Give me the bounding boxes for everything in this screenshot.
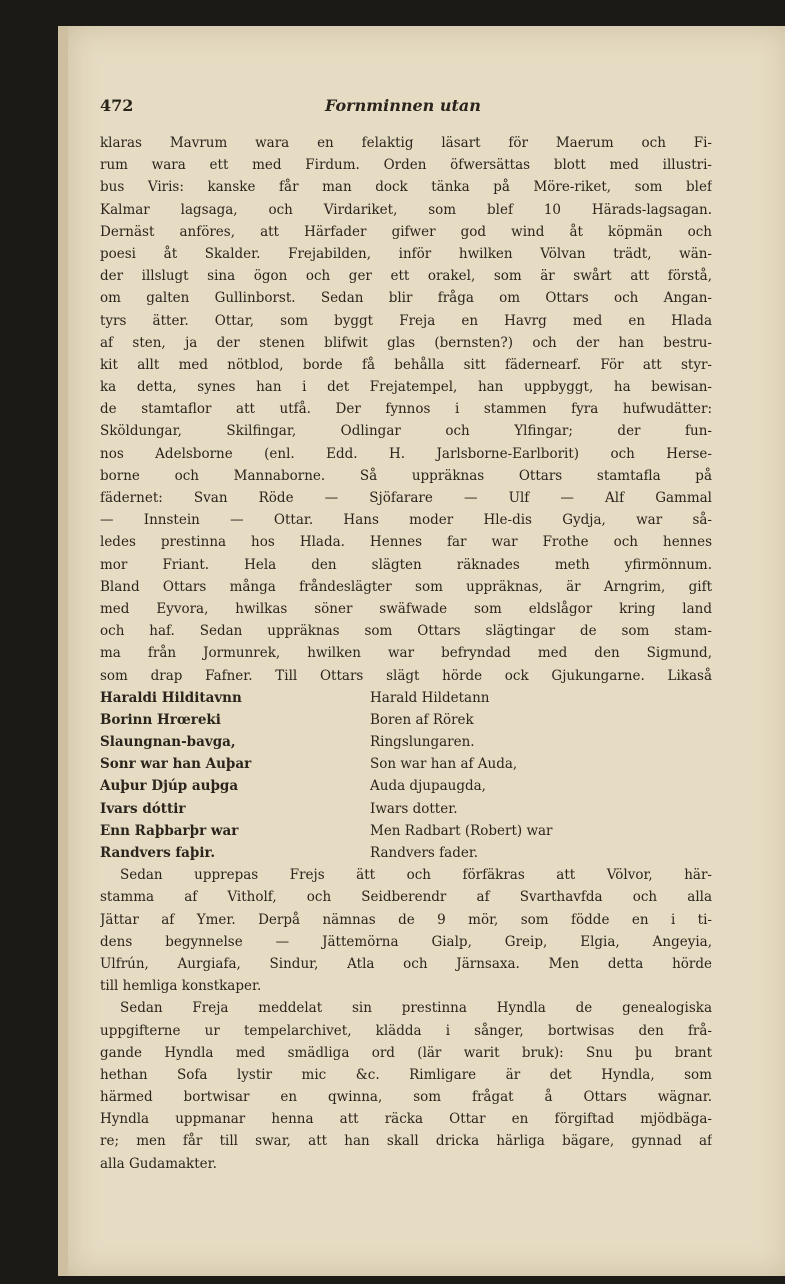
verse-old-norse: Haraldi Hilditavnn	[100, 689, 242, 706]
verse-old-norse: Auþur Djúp auþga	[100, 778, 239, 795]
verse-swedish: Randvers fader.	[370, 845, 479, 861]
verse-line	[100, 798, 712, 820]
text-line: rum wara ett med Firdum. Orden öfwersättas blott med illustri-	[100, 157, 712, 174]
text-line: om galten Gullinborst. Sedan blir fråga om Ottars och Angan-	[100, 290, 712, 307]
text-line: Sedan Freja meddelat sin prestinna Hyndla de genealogiska	[120, 1000, 712, 1017]
text-line: alla Gudamakter.	[100, 1155, 217, 1172]
text-line: fädernet: Svan Röde — Sjöfarare — Ulf — Alf Gammal	[100, 490, 712, 506]
page-number: 472	[100, 96, 134, 115]
text-line: de stamtaflor att utfå. Der fynnos i stammen fyra hufwudätter:	[100, 401, 712, 418]
text-line: stamma af Vitholf, och Seidberendr af Svarthavfda och alla	[100, 889, 712, 906]
text-line: bus Viris: kanske får man dock tänka på Möre-riket, som blef	[100, 179, 712, 196]
verse-old-norse: Ivars dóttir	[100, 800, 186, 817]
text-line: borne och Mannaborne. Så uppräknas Ottars stamtafla på	[100, 467, 712, 484]
text-line: klaras Mavrum wara en felaktig läsart för Maerum och Fi-	[100, 135, 712, 151]
page-header	[100, 96, 690, 118]
verse-swedish: Son war han af Auda,	[370, 756, 518, 773]
text-line: Kalmar lagsaga, och Virdariket, som blef 10 Härads-lagsagan.	[100, 201, 712, 218]
text-line: der illslugt sina ögon och ger ett orakel, som är swårt att förstå,	[100, 268, 712, 285]
text-line: poesi åt Skalder. Frejabilden, inför hwilken Völvan trädt, wän-	[100, 245, 712, 262]
text-line: ka detta, synes han i det Frejatempel, han uppbyggt, ha bewisan-	[100, 379, 712, 396]
body-text	[100, 132, 712, 1175]
text-line: gande Hyndla med smädliga ord (lär warit bruk): Snu þu brant	[100, 1044, 712, 1061]
verse-swedish: Ringslungaren.	[370, 734, 475, 751]
verse-old-norse: Slaungnan-bavga,	[100, 734, 236, 751]
text-line: till hemliga konstkaper.	[100, 978, 262, 995]
verse-old-norse: Borinn Hrœreki	[100, 711, 221, 728]
text-line: hethan Sofa lystir mic &c. Rimligare är det Hyndla, som	[100, 1066, 712, 1083]
verse-line	[100, 820, 712, 842]
verse-line	[100, 687, 712, 709]
verse-swedish: Auda djupaugda,	[370, 778, 486, 795]
verse-old-norse: Enn Raþbarþr war	[100, 822, 239, 839]
text-line: och haf. Sedan uppräknas som Ottars slägtingar de som stam-	[100, 623, 712, 640]
verse-old-norse: Randvers faþir.	[100, 845, 216, 861]
text-line: Jättar af Ymer. Derpå nämnas de 9 mör, som födde en i ti-	[100, 911, 712, 928]
verse-swedish: Boren af Rörek	[370, 711, 474, 728]
verse-line	[100, 842, 712, 864]
text-line: kit allt med nötblod, borde få behålla sitt fädernearf. För att styr-	[100, 356, 712, 373]
text-line: härmed bortwisar en qwinna, som frågat å Ottars wägnar.	[100, 1089, 712, 1106]
text-line: Sedan upprepas Frejs ätt och förfäkras att Völvor, här-	[120, 867, 712, 884]
text-line: re; men får till swar, att han skall dricka härliga bägare, gynnad af	[100, 1133, 712, 1150]
text-line: som drap Fafner. Till Ottars slägt hörde ock Gjukungarne. Likaså	[100, 667, 712, 684]
text-line: uppgifterne ur tempelarchivet, klädda i sånger, bortwisas den frå-	[100, 1022, 712, 1039]
verse-line	[100, 731, 712, 753]
text-line: Bland Ottars många fråndeslägter som uppräknas, är Arngrim, gift	[100, 578, 712, 595]
text-line: ledes prestinna hos Hlada. Hennes far war Frothe och hennes	[100, 534, 712, 551]
verse-swedish: Iwars dotter.	[370, 800, 458, 817]
text-line: mor Friant. Hela den slägten räknades meth yfirmönnum.	[100, 556, 712, 573]
verse-swedish: Men Radbart (Robert) war	[370, 822, 553, 839]
verse-swedish: Harald Hildetann	[370, 689, 490, 706]
running-title: Fornminnen utan	[325, 96, 481, 115]
text-line: nos Adelsborne (enl. Edd. H. Jarlsborne-Earlborit) och Herse-	[100, 445, 712, 462]
text-line: af sten, ja der stenen blifwit glas (bernsten?) och der han bestru-	[100, 334, 712, 351]
verse-old-norse: Sonr war han Auþar	[100, 756, 252, 773]
text-line: — Innstein — Ottar. Hans moder Hle-dis Gydja, war så-	[100, 512, 712, 529]
text-line: ma från Jormunrek, hwilken war befryndad med den Sigmund,	[100, 645, 712, 662]
text-line: dens begynnelse — Jättemörna Gialp, Greip, Elgia, Angeyia,	[100, 933, 712, 950]
text-line: Ulfrún, Aurgiafa, Sindur, Atla och Järnsaxa. Men detta hörde	[100, 955, 712, 972]
text-line: Hyndla uppmanar henna att räcka Ottar en förgiftad mjödbäga-	[100, 1111, 712, 1128]
text-line: med Eyvora, hwilkas söner swäfwade som eldslågor kring land	[100, 600, 712, 617]
text-line: Dernäst anföres, att Härfader gifwer god wind åt köpmän och	[100, 223, 712, 240]
text-line: tyrs ätter. Ottar, som byggt Freja en Havrg med en Hlada	[100, 312, 712, 329]
text-line: Sköldungar, Skilfingar, Odlingar och Ylfingar; der fun-	[100, 423, 712, 440]
verse-line	[100, 775, 712, 797]
verse-line	[100, 709, 712, 731]
verse-line	[100, 753, 712, 775]
